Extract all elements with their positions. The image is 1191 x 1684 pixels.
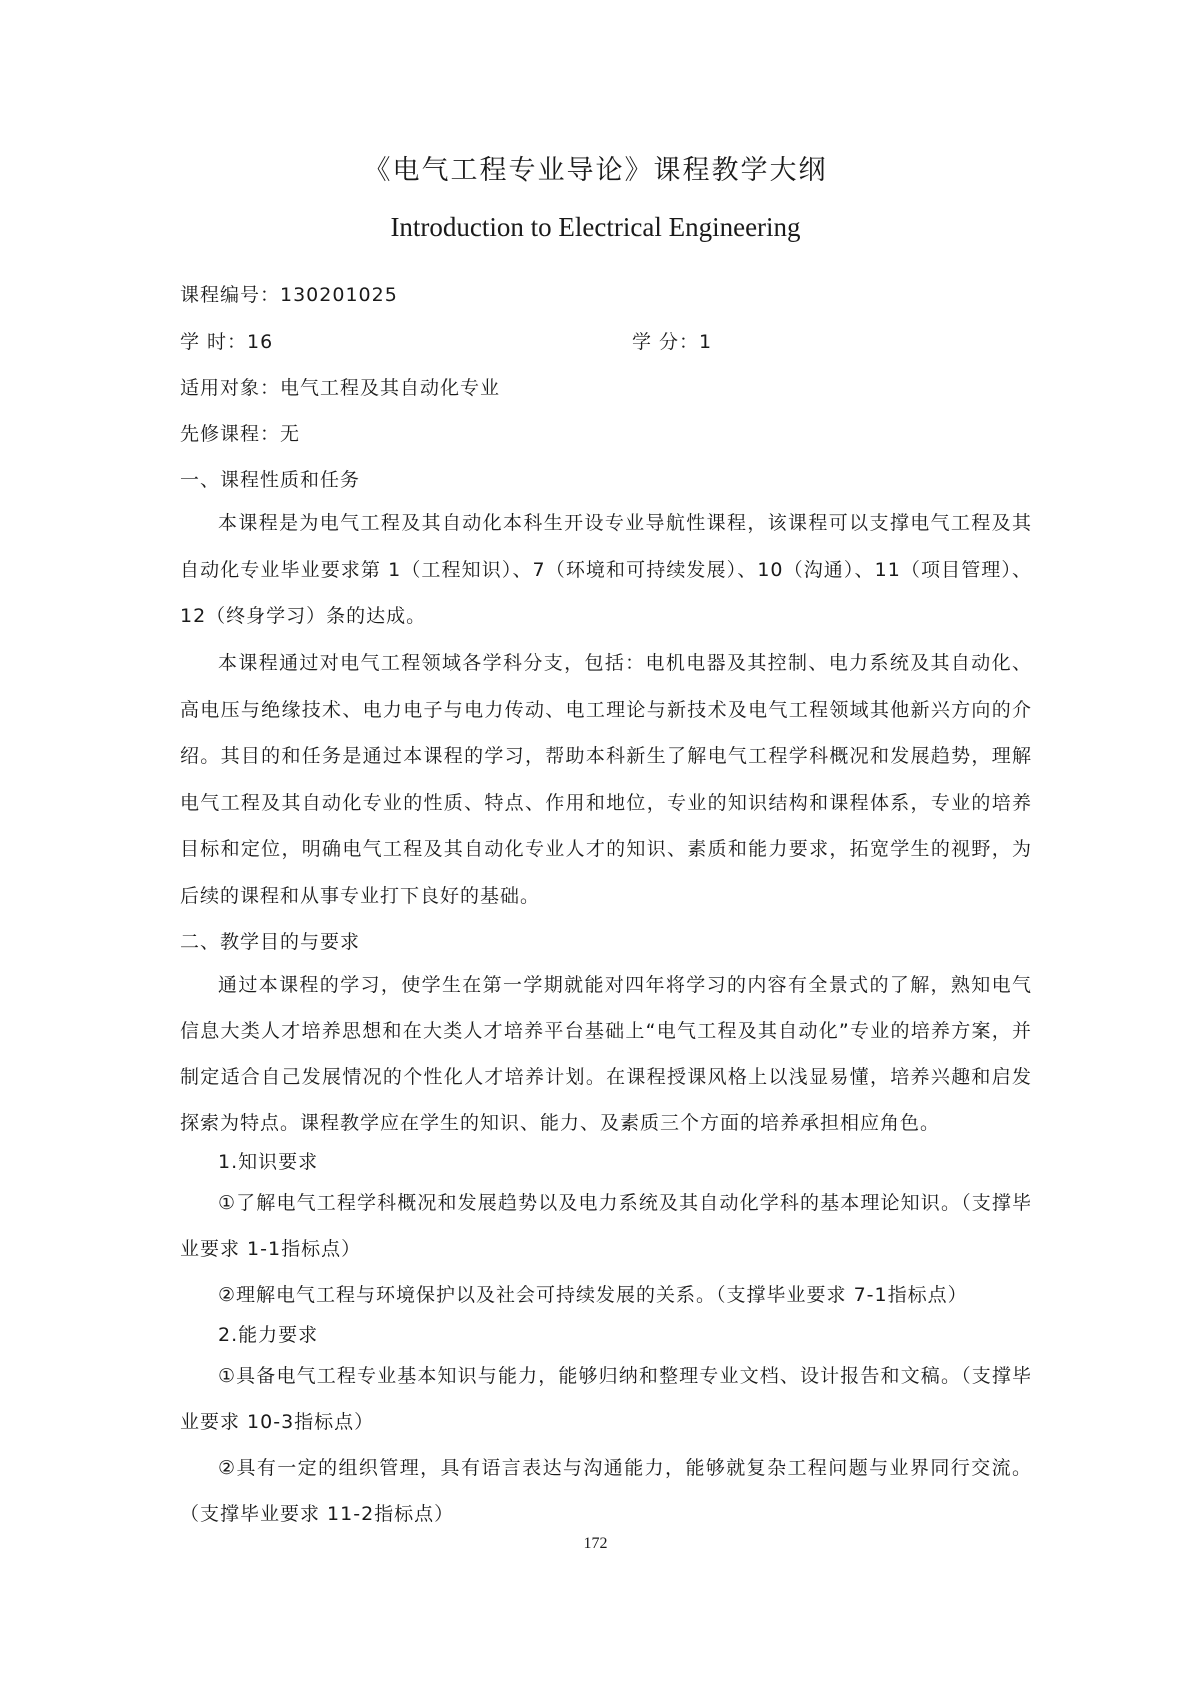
document-title-chinese: 《电气工程专业导论》课程教学大纲 <box>363 155 828 186</box>
section-heading-nature-tasks: 一、课程性质和任务 <box>180 469 361 491</box>
paragraph-course-nature: 本课程是为电气工程及其自动化本科生开设专业导航性课程，该课程可以支撑电气工程及其自动化专业毕业要求第 1（工程知识）、7（环境和可持续发展）、10（沟通）、11（项目管理）、12（终身学习）条的达成。 <box>180 512 1032 627</box>
knowledge-requirement-1: ①了解电气工程学科概况和发展趋势以及电力系统及其自动化学科的基本理论知识。（支撑毕业要求 1-1指标点） <box>180 1192 1032 1260</box>
knowledge-requirement-2: ②理解电气工程与环境保护以及社会可持续发展的关系。（支撑毕业要求 7-1指标点） <box>218 1284 968 1306</box>
ability-requirement-2: ②具有一定的组织管理，具有语言表达与沟通能力，能够就复杂工程问题与业界同行交流。（支撑毕业要求 11-2指标点） <box>180 1457 1032 1525</box>
course-hours: 学 时：16 <box>180 331 274 353</box>
section-heading-objectives: 二、教学目的与要求 <box>180 931 361 953</box>
course-prerequisite: 先修课程：无 <box>180 423 301 445</box>
paragraph-course-tasks: 本课程通过对电气工程领域各学科分支，包括：电机电器及其控制、电力系统及其自动化、高电压与绝缘技术、电力电子与电力传动、电工理论与新技术及电气工程领域其他新兴方向的介绍。其目的和任务是通过本课程的学习，帮助本科新生了解电气工程学科概况和发展趋势，理解电气工程及其自动化专业的性质、特点、作用和地位，专业的知识结构和课程体系，专业的培养目标和定位，明确电气工程及其自动化专业人才的知识、素质和能力要求，拓宽学生的视野，为后续的课程和从事专业打下良好的基础。 <box>180 652 1032 907</box>
course-credits: 学 分：1 <box>632 331 713 353</box>
page-number: 172 <box>583 1535 608 1552</box>
paragraph-objectives: 通过本课程的学习，使学生在第一学期就能对四年将学习的内容有全景式的了解，熟知电气信息大类人才培养思想和在大类人才培养平台基础上“电气工程及其自动化”专业的培养方案，并制定适合自己发展情况的个性化人才培养计划。在课程授课风格上以浅显易懂，培养兴趣和启发探索为特点。课程教学应在学生的知识、能力、及素质三个方面的培养承担相应角色。 <box>180 974 1032 1134</box>
document-title-english: Introduction to Electrical Engineering <box>390 212 801 242</box>
subheading-ability-requirements: 2.能力要求 <box>218 1324 319 1346</box>
course-audience: 适用对象：电气工程及其自动化专业 <box>180 377 501 399</box>
course-code: 课程编号：130201025 <box>180 284 398 306</box>
ability-requirement-1: ①具备电气工程专业基本知识与能力，能够归纳和整理专业文档、设计报告和文稿。（支撑毕业要求 10-3指标点） <box>180 1365 1032 1433</box>
subheading-knowledge-requirements: 1.知识要求 <box>218 1151 319 1173</box>
